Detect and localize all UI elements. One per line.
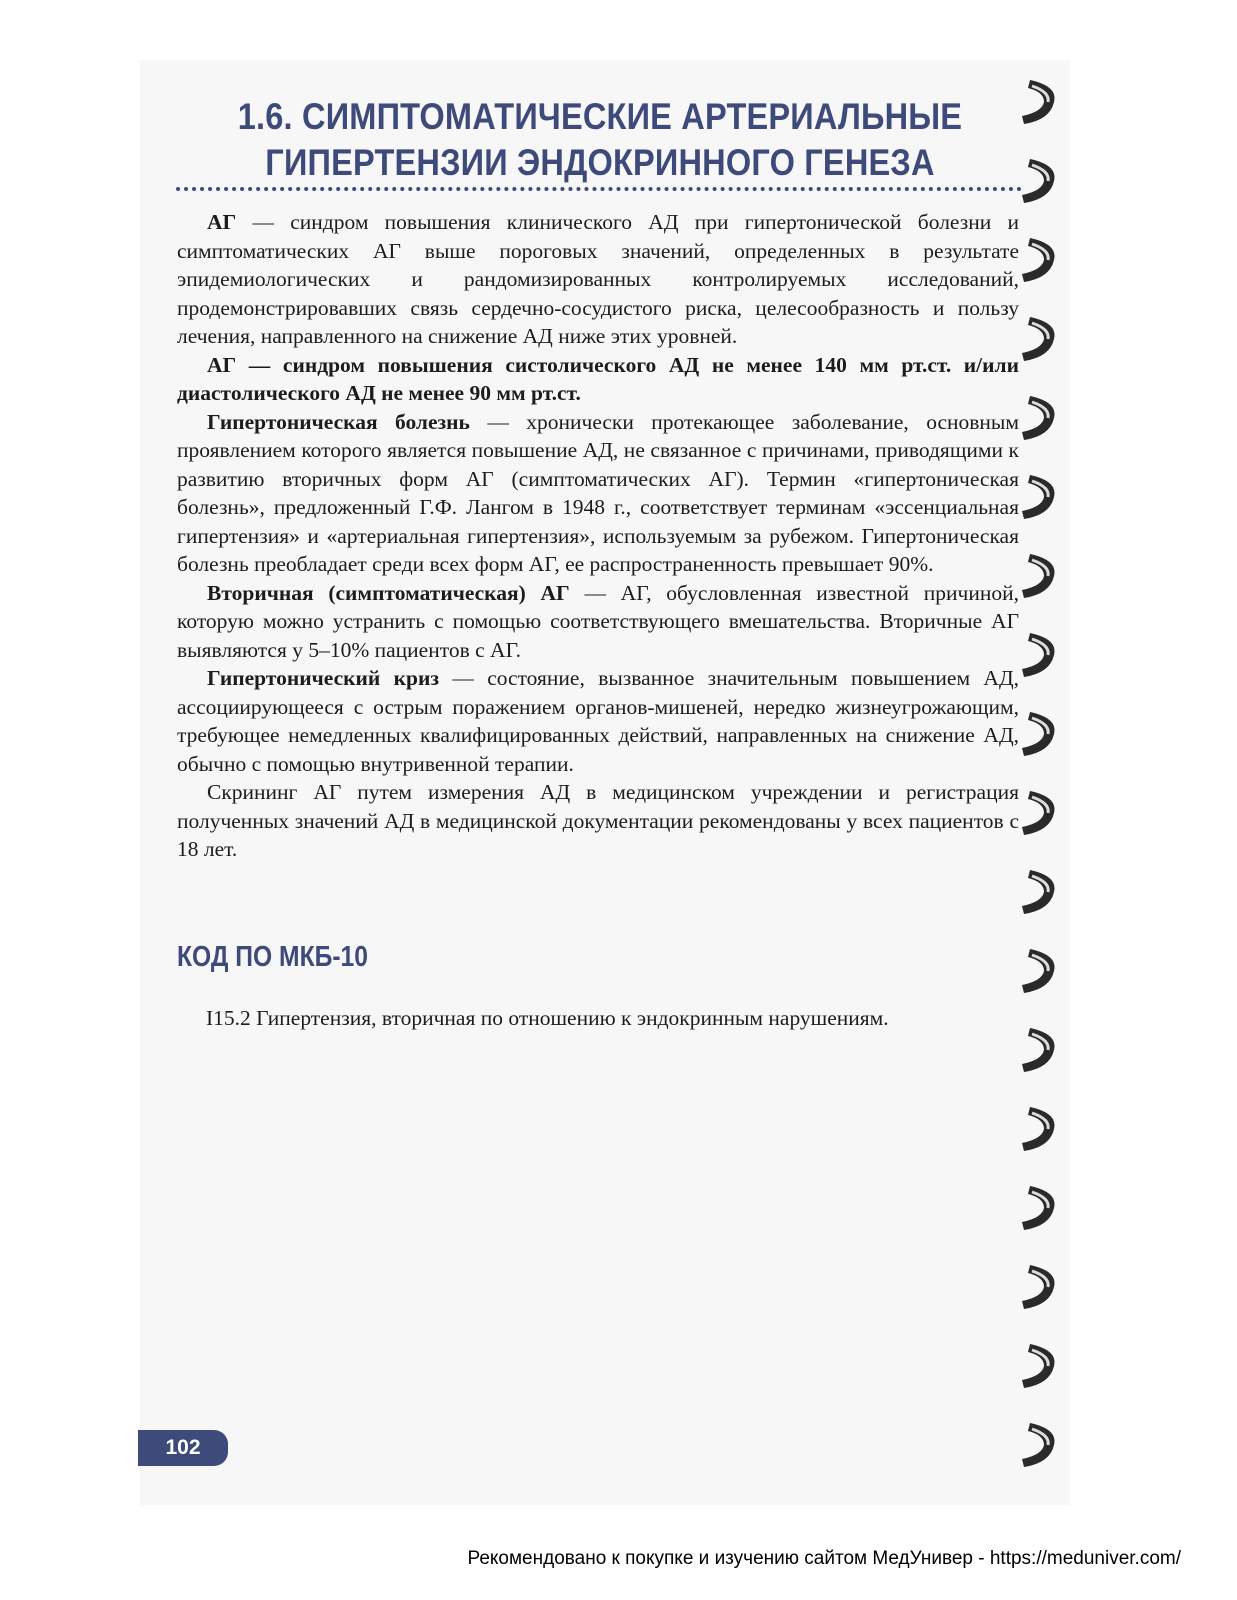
spiral-ring (1022, 159, 1055, 203)
paragraph-text: — состояние, вызванное значительным повышением АД, ассоциирующееся с острым поражением органов-мишеней, нередко жизнеугрожающим, требующее немедленных квалифицированных действий, направленных на снижение АД, обычно с помощью внутривенной терапии. (177, 666, 1019, 776)
paragraph-term: Гипертонический криз (207, 666, 440, 690)
spiral-ring (1022, 712, 1055, 756)
spiral-ring (1022, 1344, 1055, 1388)
paragraph-term: Вторичная (симптоматическая) АГ (207, 580, 570, 605)
footer-recommendation: Рекомендовано к покупке и изучению сайтом МедУнивер - https://meduniver.com/ (467, 1548, 1181, 1569)
spiral-ring (1022, 1028, 1055, 1072)
spiral-ring (1022, 791, 1055, 835)
spiral-ring (1022, 396, 1055, 440)
paragraph-text: — АГ, обусловленная известной причиной, которую можно устранить с помощью соответствующего вмешательства. Вторичные АГ выявляются у 5–10% пациентов с АГ. (177, 580, 1019, 662)
title-dotted-divider (176, 187, 1022, 191)
paragraph-term: Гипертоническая болезнь (207, 409, 470, 434)
icd-code-line: I15.2 Гипертензия, вторичная по отношению к эндокринным нарушениям. (206, 1006, 889, 1030)
spiral-ring (1022, 317, 1055, 361)
chapter-title (222, 94, 979, 186)
paragraph-text: Скрининг АГ путем измерения АД в медицинском учреждении и регистрация полученных значений АД в медицинской документации рекомендованы у всех пациентов с 18 лет. (177, 780, 1019, 861)
chapter-title-line-2: ГИПЕРТЕНЗИИ ЭНДОКРИННОГО ГЕНЕЗА (265, 142, 935, 183)
spiral-ring (1022, 949, 1055, 993)
spiral-ring (1022, 870, 1055, 914)
chapter-title-line-1: 1.6. СИМПТОМАТИЧЕСКИЕ АРТЕРИАЛЬНЫЕ (237, 96, 963, 137)
page-number: 102 (138, 1430, 228, 1466)
paragraph (177, 664, 1019, 778)
paragraph (177, 579, 1019, 665)
paragraph (177, 351, 1019, 408)
paragraph-text: — хронически протекающее заболевание, основным проявлением которого является повышение АД, не связанное с причинами, приводящими к развитию вторичных форм АГ (симптоматических АГ). Термин «гипертоническая болезнь», предложенный Г.Ф. Лангом в 1948 г., соответствует терминам «эссенциальная гипертензия» и «артериальная гипертензия», используемым за рубежом. Гипертоническая болезнь преобладает среди всех форм АГ, ее распространенность превышает 90%. (177, 409, 1019, 576)
paragraph-term: АГ (207, 210, 237, 234)
paragraph (177, 208, 1019, 351)
spiral-ring (1022, 633, 1055, 677)
spiral-ring (1022, 1423, 1055, 1467)
spiral-ring (1022, 554, 1055, 598)
spiral-ring (1022, 1186, 1055, 1230)
spiral-binding-icon (1010, 70, 1080, 1490)
paragraph (177, 778, 1019, 864)
paragraph-term: АГ — синдром повышения систолического АД не менее 140 мм рт.ст. и/или диастолического АД не менее 90 мм рт.ст. (177, 352, 1019, 405)
spiral-ring (1022, 1265, 1055, 1309)
spiral-ring (1022, 238, 1055, 282)
spiral-ring (1022, 1107, 1055, 1151)
paragraph (177, 408, 1019, 579)
spiral-ring (1022, 80, 1055, 124)
spiral-ring (1022, 475, 1055, 519)
paragraph-text: — синдром повышения клинического АД при гипертонической болезни и симптоматических АГ выше пороговых значений, определенных в результате эпидемиологических и рандомизированных контролируемых исследований, продемонстрировавших связь сердечно-сосудистого риска, целесообразность и пользу лечения, направленного на снижение АД ниже этих уровней. (177, 210, 1019, 348)
icd-section-heading: КОД ПО МКБ-10 (177, 941, 368, 973)
body-text (177, 208, 1019, 864)
